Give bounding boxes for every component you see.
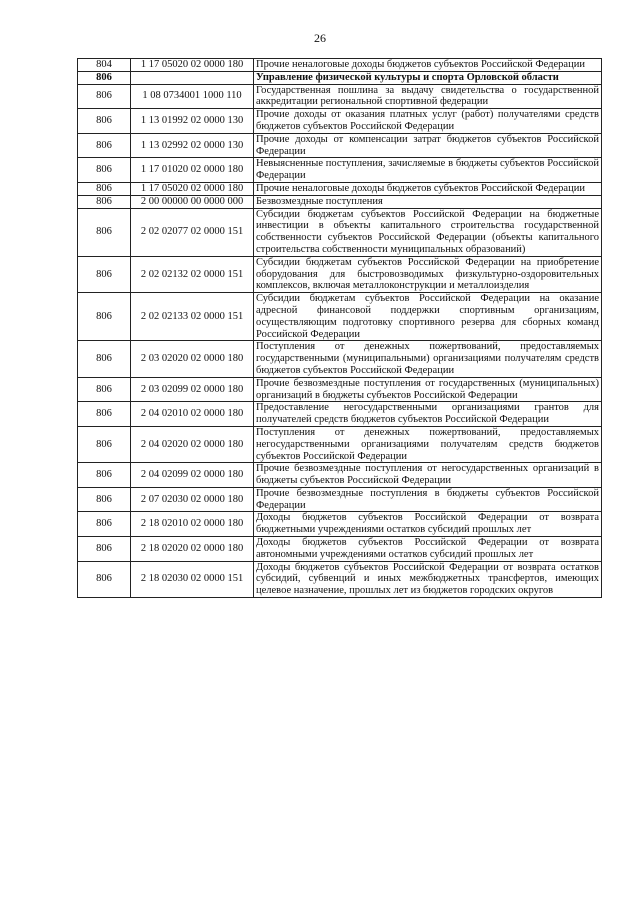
table-row <box>78 109 602 134</box>
table-row <box>78 256 602 292</box>
revenue-name-cell: Прочие доходы от оказания платных услуг (работ) получателями средств бюджетов субъектов Российской Федерации <box>254 109 602 134</box>
admin-code-cell: 806 <box>78 208 131 256</box>
budget-code-cell: 2 04 02099 02 0000 180 <box>131 463 254 488</box>
revenue-name-cell: Субсидии бюджетам субъектов Российской Федерации на бюджетные инвестиции в объекты капитального строительства государственной собственности субъектов Российской Федерации (объекты капитального строительства собственности муниципальных образований) <box>254 208 602 256</box>
table-row <box>78 158 602 183</box>
budget-code-cell: 2 07 02030 02 0000 180 <box>131 487 254 512</box>
table-row <box>78 195 602 208</box>
revenue-name-cell: Доходы бюджетов субъектов Российской Федерации от возврата автономными учреждениями остатков субсидий прошлых лет <box>254 537 602 562</box>
table-row <box>78 84 602 109</box>
revenue-name-cell: Доходы бюджетов субъектов Российской Федерации от возврата бюджетными учреждениями остатков субсидий прошлых лет <box>254 512 602 537</box>
admin-code-cell: 806 <box>78 84 131 109</box>
table-row <box>78 537 602 562</box>
budget-code-cell: 2 03 02020 02 0000 180 <box>131 341 254 377</box>
table-row <box>78 487 602 512</box>
budget-code-cell: 2 04 02020 02 0000 180 <box>131 426 254 462</box>
admin-code-cell: 806 <box>78 133 131 158</box>
budget-code-cell: 1 13 01992 02 0000 130 <box>131 109 254 134</box>
table-row <box>78 561 602 597</box>
table-row <box>78 293 602 341</box>
table-row <box>78 377 602 402</box>
revenue-name-cell: Прочие неналоговые доходы бюджетов субъектов Российской Федерации <box>254 59 602 72</box>
table-row <box>78 133 602 158</box>
admin-code-cell: 806 <box>78 537 131 562</box>
budget-code-cell: 2 02 02133 02 0000 151 <box>131 293 254 341</box>
revenue-name-cell: Управление физической культуры и спорта Орловской области <box>254 71 602 84</box>
revenue-name-cell: Предоставление негосударственными организациями грантов для получателей средств бюджетов субъектов Российской Федерации <box>254 402 602 427</box>
revenue-name-cell: Прочие безвозмездные поступления от негосударственных организаций в бюджеты субъектов Российской Федерации <box>254 463 602 488</box>
budget-code-cell: 1 17 05020 02 0000 180 <box>131 59 254 72</box>
admin-code-cell: 806 <box>78 341 131 377</box>
revenue-name-cell: Безвозмездные поступления <box>254 195 602 208</box>
budget-code-cell: 1 08 0734001 1000 110 <box>131 84 254 109</box>
admin-code-cell: 806 <box>78 512 131 537</box>
table-row <box>78 182 602 195</box>
admin-code-cell: 806 <box>78 71 131 84</box>
revenue-name-cell: Государственная пошлина за выдачу свидетельства о государственной аккредитации региональной спортивной федерации <box>254 84 602 109</box>
admin-code-cell: 806 <box>78 426 131 462</box>
admin-code-cell: 806 <box>78 182 131 195</box>
budget-revenue-table <box>77 58 602 598</box>
revenue-name-cell: Прочие безвозмездные поступления в бюджеты субъектов Российской Федерации <box>254 487 602 512</box>
revenue-name-cell: Поступления от денежных пожертвований, предоставляемых государственными (муниципальными) организациями получателям средств бюджетов субъектов Российской Федерации <box>254 341 602 377</box>
budget-code-cell: 2 04 02010 02 0000 180 <box>131 402 254 427</box>
budget-code-cell: 2 02 02132 02 0000 151 <box>131 256 254 292</box>
table-body <box>78 59 602 598</box>
budget-code-cell: 1 13 02992 02 0000 130 <box>131 133 254 158</box>
admin-code-cell: 806 <box>78 109 131 134</box>
budget-code-cell: 2 18 02030 02 0000 151 <box>131 561 254 597</box>
table-row <box>78 402 602 427</box>
budget-code-cell: 2 02 02077 02 0000 151 <box>131 208 254 256</box>
revenue-name-cell: Субсидии бюджетам субъектов Российской Федерации на приобретение оборудования для быстровозводимых физкультурно-оздоровительных комплексов, включая металлоконструкции и металлоизделия <box>254 256 602 292</box>
budget-code-cell <box>131 71 254 84</box>
table-row <box>78 208 602 256</box>
budget-code-cell: 2 03 02099 02 0000 180 <box>131 377 254 402</box>
budget-code-cell: 2 18 02020 02 0000 180 <box>131 537 254 562</box>
table-row <box>78 341 602 377</box>
revenue-name-cell: Прочие доходы от компенсации затрат бюджетов субъектов Российской Федерации <box>254 133 602 158</box>
budget-code-cell: 1 17 01020 02 0000 180 <box>131 158 254 183</box>
table-header-row <box>78 71 602 84</box>
revenue-name-cell: Прочие неналоговые доходы бюджетов субъектов Российской Федерации <box>254 182 602 195</box>
admin-code-cell: 806 <box>78 256 131 292</box>
admin-code-cell: 806 <box>78 158 131 183</box>
table-row <box>78 426 602 462</box>
revenue-name-cell: Невыясненные поступления, зачисляемые в бюджеты субъектов Российской Федерации <box>254 158 602 183</box>
table-row <box>78 512 602 537</box>
admin-code-cell: 806 <box>78 561 131 597</box>
admin-code-cell: 806 <box>78 402 131 427</box>
admin-code-cell: 806 <box>78 195 131 208</box>
revenue-name-cell: Прочие безвозмездные поступления от государственных (муниципальных) организаций в бюджеты субъектов Российской Федерации <box>254 377 602 402</box>
admin-code-cell: 806 <box>78 487 131 512</box>
admin-code-cell: 806 <box>78 293 131 341</box>
revenue-name-cell: Поступления от денежных пожертвований, предоставляемых негосударственными организациями получателям средств бюджетов субъектов Российской Федерации <box>254 426 602 462</box>
page-number: 26 <box>314 31 326 45</box>
budget-code-cell: 2 18 02010 02 0000 180 <box>131 512 254 537</box>
budget-code-cell: 1 17 05020 02 0000 180 <box>131 182 254 195</box>
table-row <box>78 59 602 72</box>
admin-code-cell: 804 <box>78 59 131 72</box>
revenue-name-cell: Субсидии бюджетам субъектов Российской Федерации на оказание адресной финансовой поддержки спортивным организациям, осуществляющим подготовку спортивного резерва для сборных команд Российской Федерации <box>254 293 602 341</box>
revenue-name-cell: Доходы бюджетов субъектов Российской Федерации от возврата остатков субсидий, субвенций и иных межбюджетных трансфертов, имеющих целевое назначение, прошлых лет из бюджетов городских округов <box>254 561 602 597</box>
admin-code-cell: 806 <box>78 377 131 402</box>
budget-code-cell: 2 00 00000 00 0000 000 <box>131 195 254 208</box>
table-row <box>78 463 602 488</box>
admin-code-cell: 806 <box>78 463 131 488</box>
